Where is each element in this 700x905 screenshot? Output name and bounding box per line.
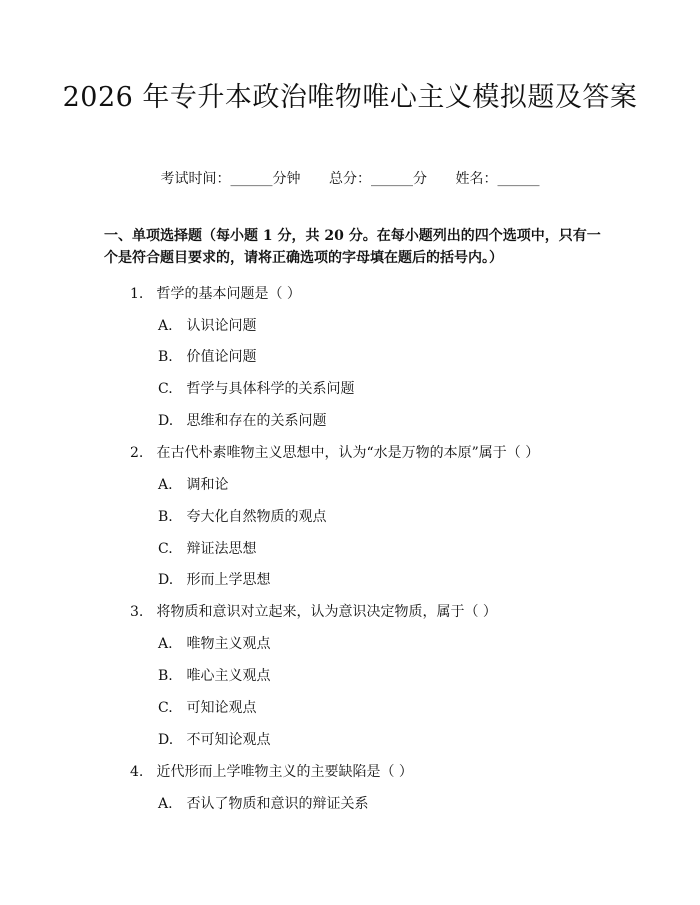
name-field: 姓名：______ [455, 171, 540, 187]
option-1a [158, 315, 256, 335]
option-label: A. [158, 318, 173, 334]
option-text: 形而上学思想 [186, 572, 271, 588]
option-3d [158, 729, 270, 749]
exam-time-field: 考试时间：______分钟 [160, 171, 301, 187]
question-number: 2. [130, 445, 144, 461]
question-text: 近代形而上学唯物主义的主要缺陷是（ ） [156, 764, 413, 780]
question-4 [130, 761, 413, 781]
option-label: A. [158, 636, 173, 652]
option-4a [158, 793, 368, 813]
option-1d [158, 410, 326, 430]
total-score-field: 总分：______分 [329, 171, 427, 187]
option-text: 调和论 [186, 477, 229, 493]
option-2d [158, 569, 270, 589]
option-1c [158, 378, 354, 398]
option-text: 价值论问题 [186, 349, 257, 365]
question-number: 3. [130, 604, 144, 620]
option-label: A. [158, 796, 173, 812]
option-text: 唯心主义观点 [186, 668, 271, 684]
exam-meta [0, 168, 700, 188]
question-3 [130, 601, 497, 621]
option-text: 不可知论观点 [186, 732, 271, 748]
option-label: B. [158, 668, 173, 684]
option-label: C. [158, 700, 173, 716]
option-label: A. [158, 477, 173, 493]
question-number: 4. [130, 764, 144, 780]
page-title: 2026 年专升本政治唯物唯心主义模拟题及答案 [62, 82, 638, 113]
option-3b [158, 665, 270, 685]
option-text: 认识论问题 [186, 318, 257, 334]
option-text: 夸大化自然物质的观点 [186, 509, 327, 525]
question-2 [130, 442, 539, 462]
question-text: 哲学的基本问题是（ ） [156, 286, 301, 302]
option-3a [158, 633, 270, 653]
option-label: B. [158, 509, 173, 525]
option-text: 否认了物质和意识的辩证关系 [186, 796, 369, 812]
option-2c [158, 538, 256, 558]
option-2a [158, 474, 228, 494]
option-text: 哲学与具体科学的关系问题 [186, 381, 355, 397]
option-label: D. [158, 572, 174, 588]
option-label: D. [158, 732, 174, 748]
option-label: B. [158, 349, 173, 365]
option-text: 辩证法思想 [186, 541, 257, 557]
section-heading: 一、单项选择题（每小题 1 分，共 20 分。在每小题列出的四个选项中，只有一个是符合题目要求的，请将正确选项的字母填在题后的括号内。） [104, 228, 601, 266]
option-2b [158, 506, 326, 526]
option-label: C. [158, 541, 173, 557]
option-label: D. [158, 413, 174, 429]
option-1b [158, 346, 256, 366]
option-text: 可知论观点 [186, 700, 257, 716]
question-text: 在古代朴素唯物主义思想中，认为“水是万物的本原”属于（ ） [156, 445, 540, 461]
question-1 [130, 283, 301, 303]
question-text: 将物质和意识对立起来，认为意识决定物质，属于（ ） [156, 604, 497, 620]
option-3c [158, 697, 256, 717]
option-text: 唯物主义观点 [186, 636, 271, 652]
option-label: C. [158, 381, 173, 397]
question-number: 1. [130, 286, 144, 302]
option-text: 思维和存在的关系问题 [186, 413, 327, 429]
